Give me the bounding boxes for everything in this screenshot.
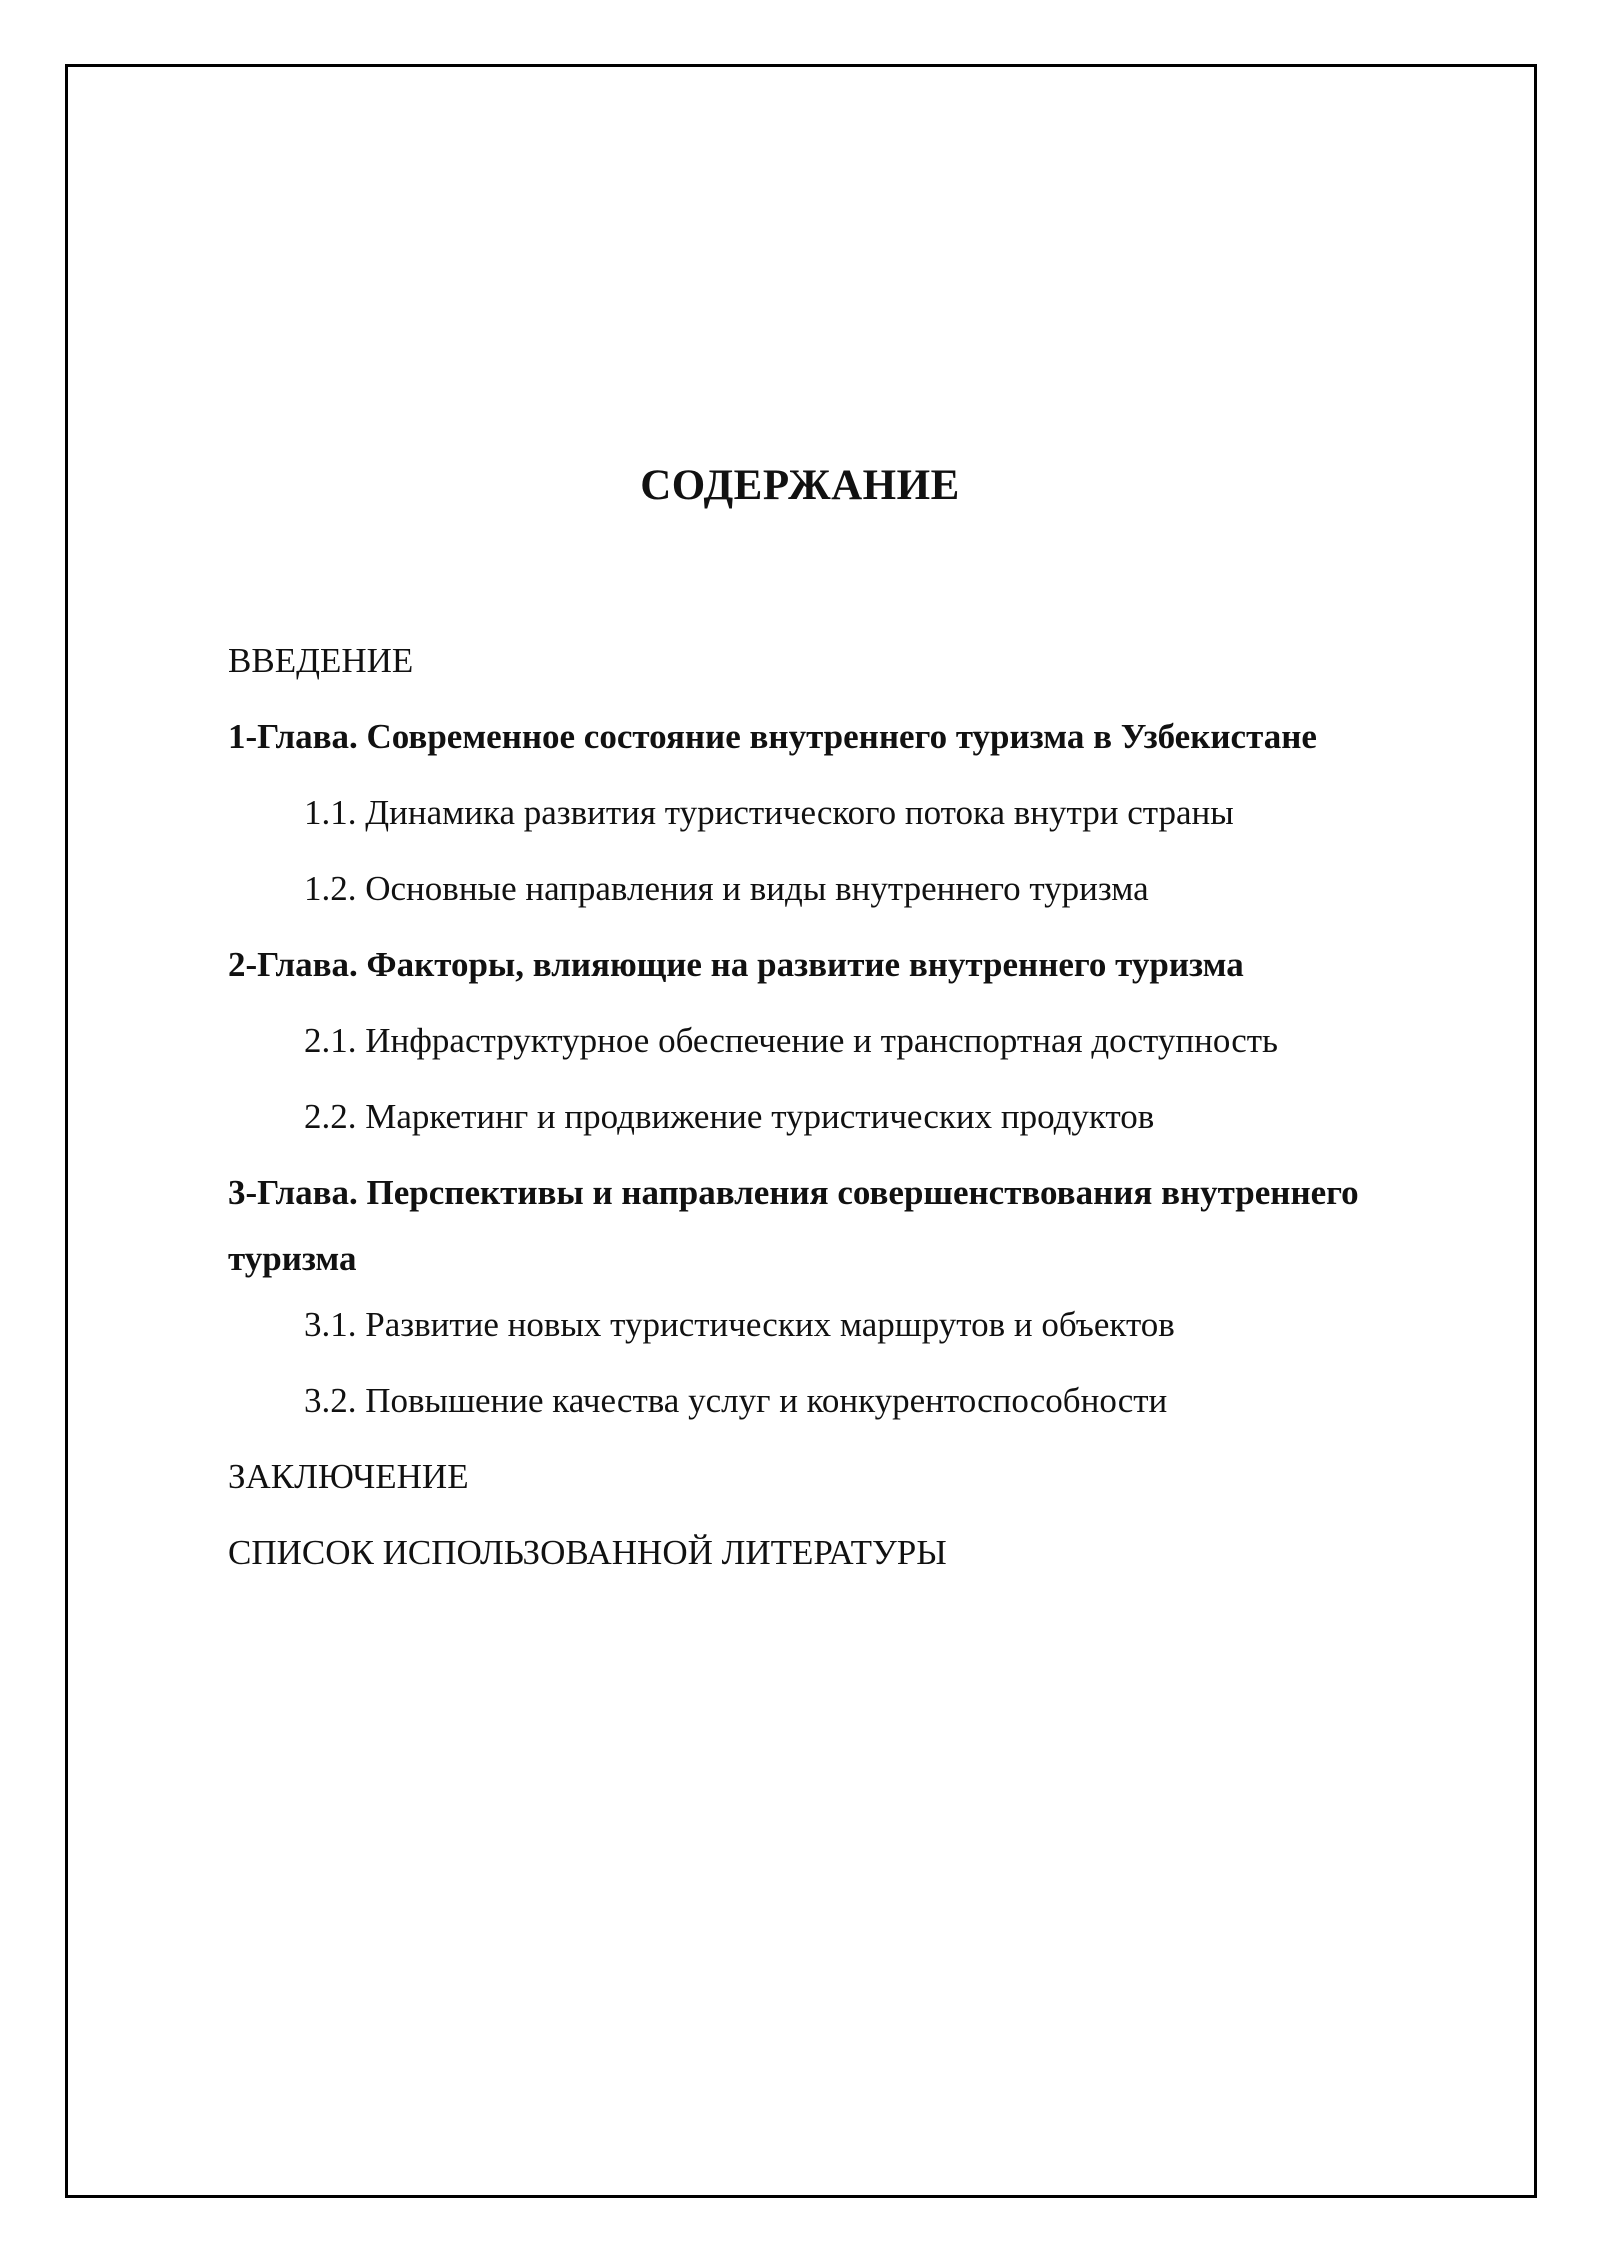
toc-item-conclusion: ЗАКЛЮЧЕНИЕ (228, 1457, 469, 1496)
toc-section-3-2: 3.2. Повышение качества услуг и конкурентоспособности (304, 1381, 1168, 1420)
toc-chapter-3: 3-Глава. Перспективы и направления совершенствования внутреннего туризма (228, 1173, 1359, 1278)
toc-chapter-1: 1-Глава. Современное состояние внутреннего туризма в Узбекистане (228, 717, 1317, 756)
toc-item-introduction: ВВЕДЕНИЕ (228, 641, 414, 680)
toc-section-2-2: 2.2. Маркетинг и продвижение туристических продуктов (304, 1097, 1155, 1136)
toc-section-2-1: 2.1. Инфраструктурное обеспечение и транспортная доступность (304, 1021, 1279, 1060)
toc-section-3-1: 3.1. Развитие новых туристических маршрутов и объектов (304, 1305, 1175, 1344)
toc-section-1-1: 1.1. Динамика развития туристического потока внутри страны (304, 793, 1234, 832)
toc-item-references: СПИСОК ИСПОЛЬЗОВАННОЙ ЛИТЕРАТУРЫ (228, 1533, 947, 1572)
toc-chapter-2: 2-Глава. Факторы, влияющие на развитие внутреннего туризма (228, 945, 1244, 984)
toc-section-1-2: 1.2. Основные направления и виды внутреннего туризма (304, 869, 1149, 908)
page-title: СОДЕРЖАНИЕ (640, 462, 960, 509)
table-of-contents (228, 638, 1478, 1606)
